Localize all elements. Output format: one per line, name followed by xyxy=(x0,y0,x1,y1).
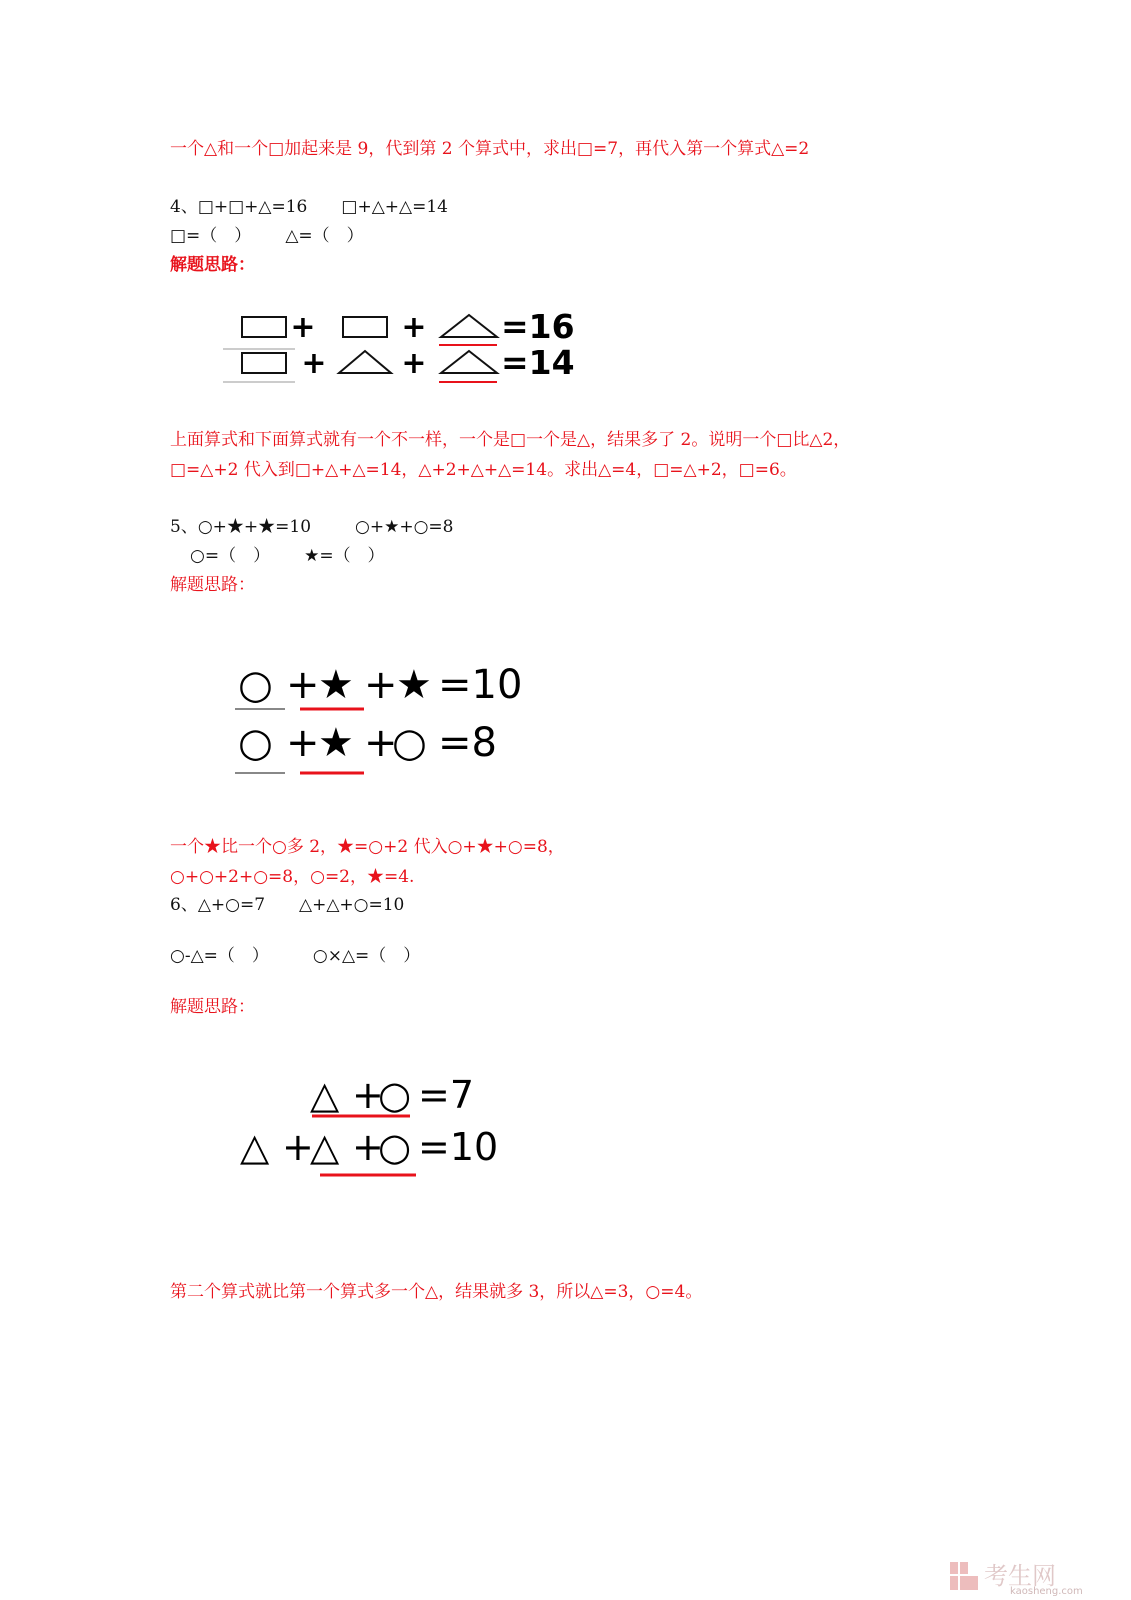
hint-label: 解题思路： xyxy=(170,255,255,275)
answer-blank: ○×△=（ ） xyxy=(312,946,421,966)
circle-symbol: ○ xyxy=(238,662,273,708)
star-symbol: ★ xyxy=(318,720,354,766)
hint-label: 解题思路： xyxy=(170,997,255,1017)
result-text: =16 xyxy=(501,307,575,346)
triangle-shape xyxy=(339,351,391,373)
plus-sign: + xyxy=(286,662,320,708)
plus-sign: + xyxy=(401,310,427,345)
equation: 4、□+□+△=16 xyxy=(170,197,308,217)
question-5-equations xyxy=(170,516,453,538)
watermark-domain: kaosheng.com xyxy=(1010,1586,1083,1596)
triangle-shape xyxy=(441,315,497,337)
equation: 6、△+○=7 xyxy=(170,895,266,915)
result-text: =10 xyxy=(418,1125,499,1169)
q6-figure xyxy=(238,1068,508,1183)
equation: 5、○+★+★=10 xyxy=(170,517,312,537)
square-shape xyxy=(343,317,387,337)
answer-blank: △=（ ） xyxy=(285,226,364,246)
circle-symbol: ○ xyxy=(238,720,273,766)
result-text: =14 xyxy=(501,343,575,382)
circle-symbol: ○ xyxy=(378,1073,412,1117)
question-6-answers xyxy=(170,945,420,967)
plus-sign: + xyxy=(364,720,398,766)
q4-figure xyxy=(215,305,625,390)
explanation-text: 一个★比一个○多 2，★=○+2 代入○+★+○=8， xyxy=(170,837,565,857)
plus-sign: + xyxy=(286,720,320,766)
result-text: =10 xyxy=(438,662,523,708)
triangle-symbol: △ xyxy=(310,1125,340,1169)
question-6-equations xyxy=(170,894,404,916)
question-4-answers xyxy=(170,225,364,247)
plus-sign: + xyxy=(352,1073,384,1117)
equation: △+△+○=10 xyxy=(299,895,405,915)
explanation-text: 上面算式和下面算式就有一个不一样，一个是□一个是△，结果多了 2。说明一个□比△2， xyxy=(170,430,851,450)
equation: ○+★+○=8 xyxy=(355,517,454,537)
answer-blank: ○=（ ） xyxy=(190,546,271,566)
star-symbol: ★ xyxy=(318,662,354,708)
explanation-text: 一个△和一个□加起来是 9，代到第 2 个算式中，求出□=7，再代入第一个算式△=2 xyxy=(170,139,810,159)
plus-sign: + xyxy=(401,346,427,381)
plus-sign: + xyxy=(301,346,327,381)
result-text: =7 xyxy=(418,1073,475,1117)
plus-sign: + xyxy=(282,1125,314,1169)
question-4-equations xyxy=(170,196,448,218)
result-text: =8 xyxy=(438,720,497,766)
square-shape xyxy=(242,317,286,337)
triangle-symbol: △ xyxy=(240,1125,270,1169)
plus-sign: + xyxy=(352,1125,384,1169)
plus-sign: + xyxy=(364,662,398,708)
explanation-text: □=△+2 代入到□+△+△=14，△+2+△+△=14。求出△=4，□=△+2，□=6。 xyxy=(170,460,797,480)
watermark xyxy=(950,1560,1090,1600)
q5-figure xyxy=(230,655,540,780)
answer-blank: ○-△=（ ） xyxy=(170,946,269,966)
explanation-text: 第二个算式就比第一个算式多一个△，结果就多 3，所以△=3，○=4。 xyxy=(170,1282,703,1302)
hint-label: 解题思路： xyxy=(170,575,255,595)
star-symbol: ★ xyxy=(396,662,432,708)
answer-blank: ★=（ ） xyxy=(304,546,385,566)
plus-sign: + xyxy=(290,310,316,345)
circle-symbol: ○ xyxy=(392,720,427,766)
answer-blank: □=（ ） xyxy=(170,226,252,246)
circle-symbol: ○ xyxy=(378,1125,412,1169)
explanation-text: ○+○+2+○=8，○=2，★=4. xyxy=(170,867,415,887)
watermark-logo xyxy=(950,1560,1090,1596)
watermark-brand: 考生网 xyxy=(984,1562,1056,1590)
triangle-shape xyxy=(441,351,497,373)
triangle-symbol: △ xyxy=(310,1073,340,1117)
question-5-answers xyxy=(190,545,385,567)
square-shape xyxy=(242,353,286,373)
equation: □+△+△=14 xyxy=(341,197,448,217)
